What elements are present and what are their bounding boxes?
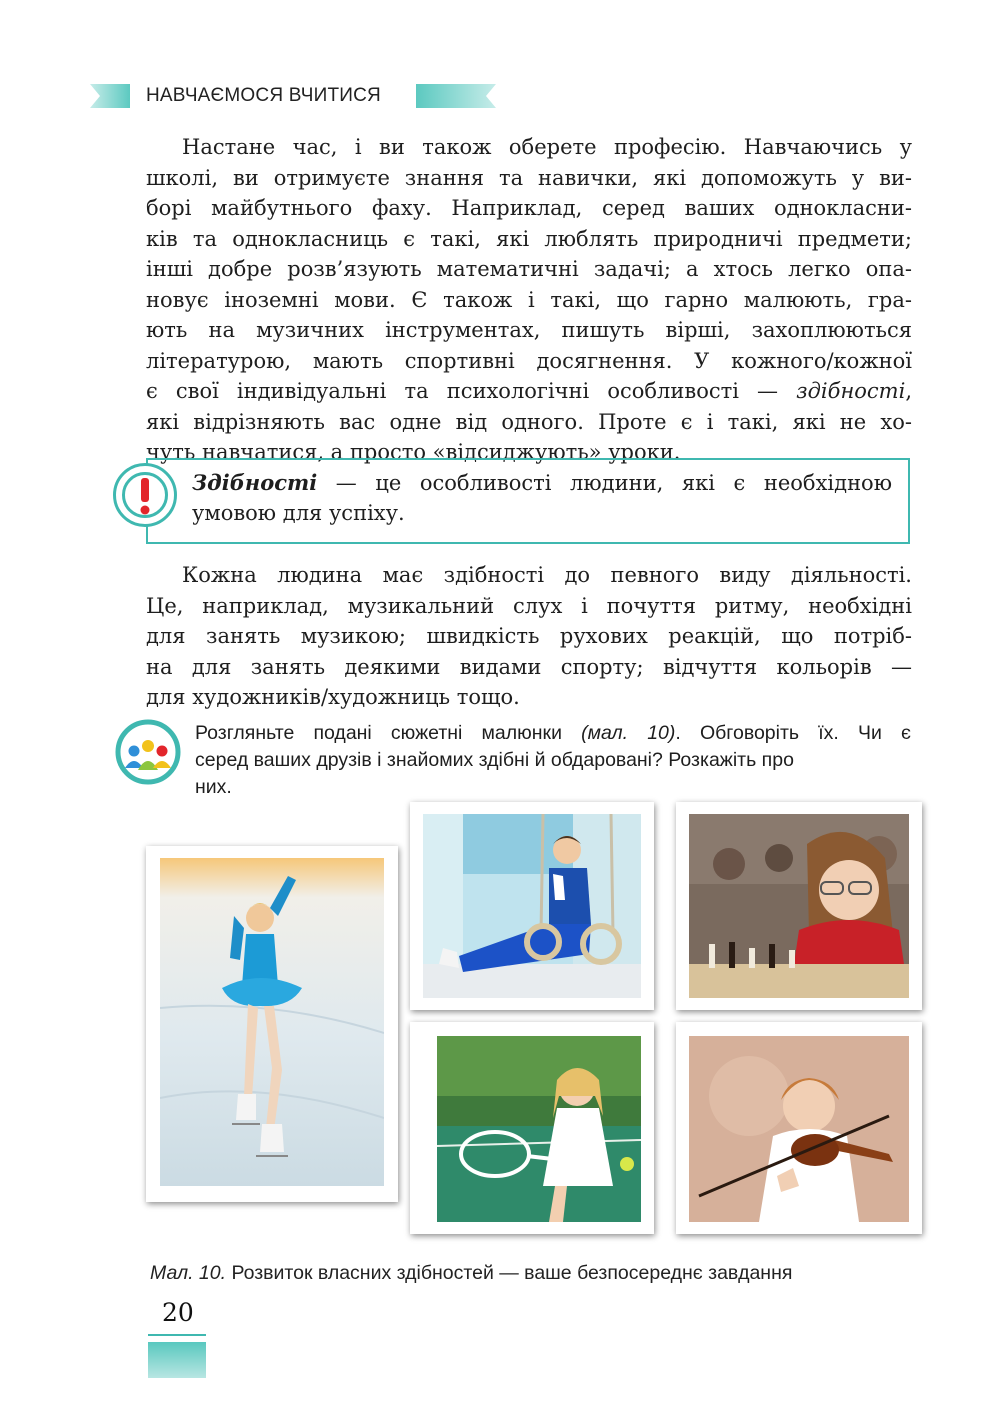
intro-line-punct: , [905, 379, 912, 403]
intro-line: які відрізняють вас одне від одного. Проте є і такі, які не хо- [146, 409, 912, 434]
intro-line: ють на музичних інструментах, пишуть вірші, захоплюються [146, 318, 912, 342]
figure-reference: (мал. 10) [581, 722, 676, 744]
intro-line: школі, ви отримуєте знання та навички, які допоможуть у ви- [146, 165, 912, 190]
figure-caption-text: Розвиток власних здібностей — ваше безпосереднє завдання [226, 1262, 793, 1284]
paragraph-line: для художників/художниць тощо. [146, 685, 520, 709]
paragraph-line: Кожна людина має здібності до певного виду діяльності. [182, 563, 912, 587]
abilities-paragraph [146, 560, 912, 713]
intro-line: Настане час, і ви також оберете професію. Навчаючись у [182, 135, 912, 159]
task-line2: серед ваших друзів і знайомих здібні й обдаровані? Розкажіть про [195, 749, 794, 771]
page-number: 20 [162, 1298, 194, 1327]
task-line1-end: . Обговоріть їх. Чи є [675, 722, 911, 744]
figure-skater-photo [160, 858, 384, 1186]
group-discussion-icon [114, 718, 182, 786]
task-line1-start: Розгляньте подані сюжетні малюнки [195, 722, 582, 744]
definition-line2: умовою для успіху. [192, 501, 405, 525]
task-line3: них. [195, 776, 232, 798]
definition-text [192, 468, 892, 528]
section-title: НАВЧАЄМОСЯ ВЧИТИСЯ [146, 85, 381, 106]
intro-line: чуть навчатися, а просто «відсиджують» уроки. [146, 440, 681, 464]
paragraph-line: для занять музикою; швидкість рухових реакцій, що потріб- [146, 624, 912, 648]
definition-term: Здібності [192, 470, 318, 495]
paragraph-line: на для занять деякими видами спорту; відчуття кольорів — [146, 654, 912, 679]
intro-line: ків та однокласниць є такі, які люблять природничі предмети; [146, 226, 912, 251]
figure-caption [150, 1262, 792, 1285]
intro-line: новує іноземні мови. Є також і такі, що гарно малюють, гра- [146, 287, 912, 312]
intro-line [146, 376, 912, 407]
exclamation-icon [122, 470, 168, 520]
tennis-player-photo [437, 1036, 641, 1222]
intro-line: інші добре розв’язують математичні задачі; а хтось легко опа- [146, 257, 912, 281]
intro-line-text: є свої індивідуальні та психологічні особливості — [146, 379, 797, 403]
intro-line: борі майбутнього фаху. Наприклад, серед ваших однокласни- [146, 196, 912, 220]
term-italic: здібності [796, 379, 906, 403]
paragraph-line: Це, наприклад, музикальний слух і почуття ритму, необхідні [146, 593, 912, 618]
page-bar [148, 1342, 206, 1378]
header-ribbon-right [416, 84, 496, 108]
chess-player-photo [689, 814, 909, 998]
task-text [195, 720, 911, 801]
page-bar-line [148, 1334, 206, 1336]
definition-line1: — це особливості людини, які є необхідною [317, 471, 892, 495]
intro-paragraph [146, 132, 912, 468]
figure-label: Мал. 10. [150, 1262, 227, 1284]
violinist-photo [689, 1036, 909, 1222]
header-ribbon-left [90, 84, 130, 108]
gymnast-rings-photo [423, 814, 641, 998]
intro-line: літературою, мають спортивні досягнення. У кожного/кожної [146, 348, 912, 373]
